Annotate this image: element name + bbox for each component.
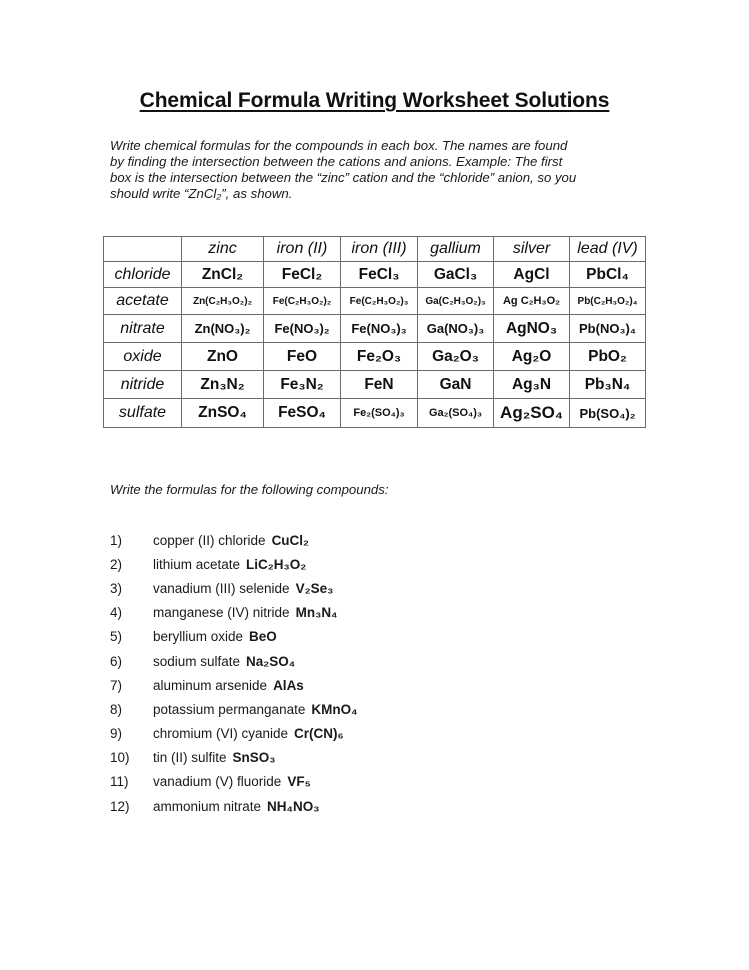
formula-cell: PbCl₄ — [570, 262, 646, 288]
formula-cell: Zn(NO₃)₂ — [182, 315, 264, 343]
formula-cell: Fe(NO₃)₂ — [264, 315, 341, 343]
formula-cell: Ag₂SO₄ — [494, 399, 570, 428]
list-item — [110, 625, 358, 649]
formula-cell: Fe₂(SO₄)₃ — [341, 399, 418, 428]
item-number: 5) — [110, 629, 123, 645]
item-number: 12) — [110, 798, 130, 814]
formula-cell: GaN — [418, 371, 494, 399]
list-item — [110, 697, 358, 721]
compound-name: lithium acetate — [153, 556, 241, 572]
formula-cell: Pb(SO₄)₂ — [570, 399, 646, 428]
formula-cell: Ga₂O₃ — [418, 343, 494, 371]
compound-name: manganese (IV) nitride — [153, 605, 290, 621]
table-row — [104, 343, 646, 371]
item-number: 4) — [110, 605, 123, 621]
compound-name: copper (II) chloride — [153, 532, 266, 548]
instructions — [110, 138, 650, 202]
list-item — [110, 552, 358, 576]
compound-formula: Na₂SO₄ — [246, 653, 296, 669]
list-item — [110, 601, 358, 625]
item-number: 10) — [110, 750, 130, 766]
table-row — [104, 262, 646, 288]
formula-cell: FeCl₂ — [264, 262, 341, 288]
cation-header: gallium — [418, 237, 494, 262]
formula-cell: Pb₃N₄ — [570, 371, 646, 399]
compound-formula: CuCl₂ — [271, 532, 310, 548]
compound-name: vanadium (III) selenide — [153, 580, 290, 596]
formula-cell: Pb(NO₃)₄ — [570, 315, 646, 343]
list-item — [110, 528, 358, 552]
compound-formula: VF₅ — [287, 774, 311, 790]
table-row — [104, 288, 646, 315]
formula-cell: GaCl₃ — [418, 262, 494, 288]
compound-name: sodium sulfate — [153, 653, 241, 669]
compound-formula: AlAs — [273, 677, 304, 693]
table-header-row — [104, 237, 646, 262]
item-number: 8) — [110, 701, 123, 717]
formula-cell: Ga(C₂H₃O₂)₃ — [418, 288, 494, 315]
list-item — [110, 794, 358, 818]
formula-cell: Ga₂(SO₄)₃ — [418, 399, 494, 428]
list-item — [110, 746, 358, 770]
anion-header: nitrate — [104, 315, 182, 343]
compound-name: tin (II) sulfite — [153, 750, 227, 766]
formula-cell: Zn₃N₂ — [182, 371, 264, 399]
formula-cell: ZnO — [182, 343, 264, 371]
item-number: 1) — [110, 532, 123, 548]
formula-cell: FeCl₃ — [341, 262, 418, 288]
compound-formula: Cr(CN)₆ — [294, 726, 344, 742]
instructions-line: box is the intersection between the “zinc” cation and the “chloride” anion, so you — [110, 170, 577, 185]
cation-header: lead (IV) — [570, 237, 646, 262]
item-number: 3) — [110, 580, 123, 596]
anion-header: nitride — [104, 371, 182, 399]
compound-name: aluminum arsenide — [153, 677, 268, 693]
list-item — [110, 722, 358, 746]
formula-cell: Pb(C₂H₃O₂)₄ — [570, 288, 646, 315]
table-row — [104, 315, 646, 343]
item-number: 7) — [110, 677, 123, 693]
formula-cell: Ga(NO₃)₃ — [418, 315, 494, 343]
compound-formula: KMnO₄ — [311, 701, 358, 717]
item-number: 9) — [110, 726, 123, 742]
cation-header: zinc — [182, 237, 264, 262]
anion-header: sulfate — [104, 399, 182, 428]
formula-cell: Ag C₂H₃O₂ — [494, 288, 570, 315]
compound-formula: SnSO₃ — [232, 750, 276, 766]
formula-cell: Zn(C₂H₃O₂)₂ — [182, 288, 264, 315]
instructions-line: by finding the intersection between the cations and anions. Example: The first — [110, 154, 563, 169]
section-heading: Write the formulas for the following compounds: — [110, 482, 389, 497]
cation-header: iron (III) — [341, 237, 418, 262]
list-item — [110, 770, 358, 794]
cation-header: silver — [494, 237, 570, 262]
formula-cell: Ag₃N — [494, 371, 570, 399]
formula-cell: FeN — [341, 371, 418, 399]
formula-cell: FeSO₄ — [264, 399, 341, 428]
formula-cell: Fe(NO₃)₃ — [341, 315, 418, 343]
compound-formula: BeO — [249, 629, 277, 645]
compound-name: ammonium nitrate — [153, 798, 262, 814]
compound-formula: NH₄NO₃ — [267, 798, 320, 814]
cation-header: iron (II) — [264, 237, 341, 262]
table-row — [104, 399, 646, 428]
compound-formula: LiC₂H₃O₂ — [246, 556, 307, 572]
formula-cell: ZnCl₂ — [182, 262, 264, 288]
compound-name: vanadium (V) fluoride — [153, 774, 282, 790]
anion-header: chloride — [104, 262, 182, 288]
formula-cell: AgCl — [494, 262, 570, 288]
list-item — [110, 649, 358, 673]
table-corner-cell — [104, 237, 182, 262]
formula-cell: Fe₃N₂ — [264, 371, 341, 399]
formula-cell: Fe₂O₃ — [341, 343, 418, 371]
instructions-line: Write chemical formulas for the compounds in each box. The names are found — [110, 138, 568, 153]
item-number: 6) — [110, 653, 123, 669]
list-item — [110, 576, 358, 600]
compound-name: chromium (VI) cyanide — [153, 726, 289, 742]
formula-cell: PbO₂ — [570, 343, 646, 371]
formula-cell: Fe(C₂H₃O₂)₂ — [264, 288, 341, 315]
formula-cell: Fe(C₂H₃O₂)₃ — [341, 288, 418, 315]
table-row — [104, 371, 646, 399]
anion-header: oxide — [104, 343, 182, 371]
formula-cell: AgNO₃ — [494, 315, 570, 343]
compound-name: potassium permanganate — [153, 701, 306, 717]
list-item — [110, 673, 358, 697]
compound-formula: V₂Se₃ — [295, 580, 334, 596]
compound-name: beryllium oxide — [153, 629, 244, 645]
anion-header: acetate — [104, 288, 182, 315]
page-title: Chemical Formula Writing Worksheet Solutions — [139, 89, 610, 112]
formula-table — [103, 236, 646, 428]
formula-cell: FeO — [264, 343, 341, 371]
item-number: 11) — [110, 774, 129, 790]
compound-formula: Mn₃N₄ — [295, 605, 338, 621]
item-number: 2) — [110, 556, 123, 572]
formula-cell: ZnSO₄ — [182, 399, 264, 428]
instructions-line: should write “ZnCl₂”, as shown. — [110, 186, 293, 201]
formula-cell: Ag₂O — [494, 343, 570, 371]
compound-list — [110, 528, 358, 818]
